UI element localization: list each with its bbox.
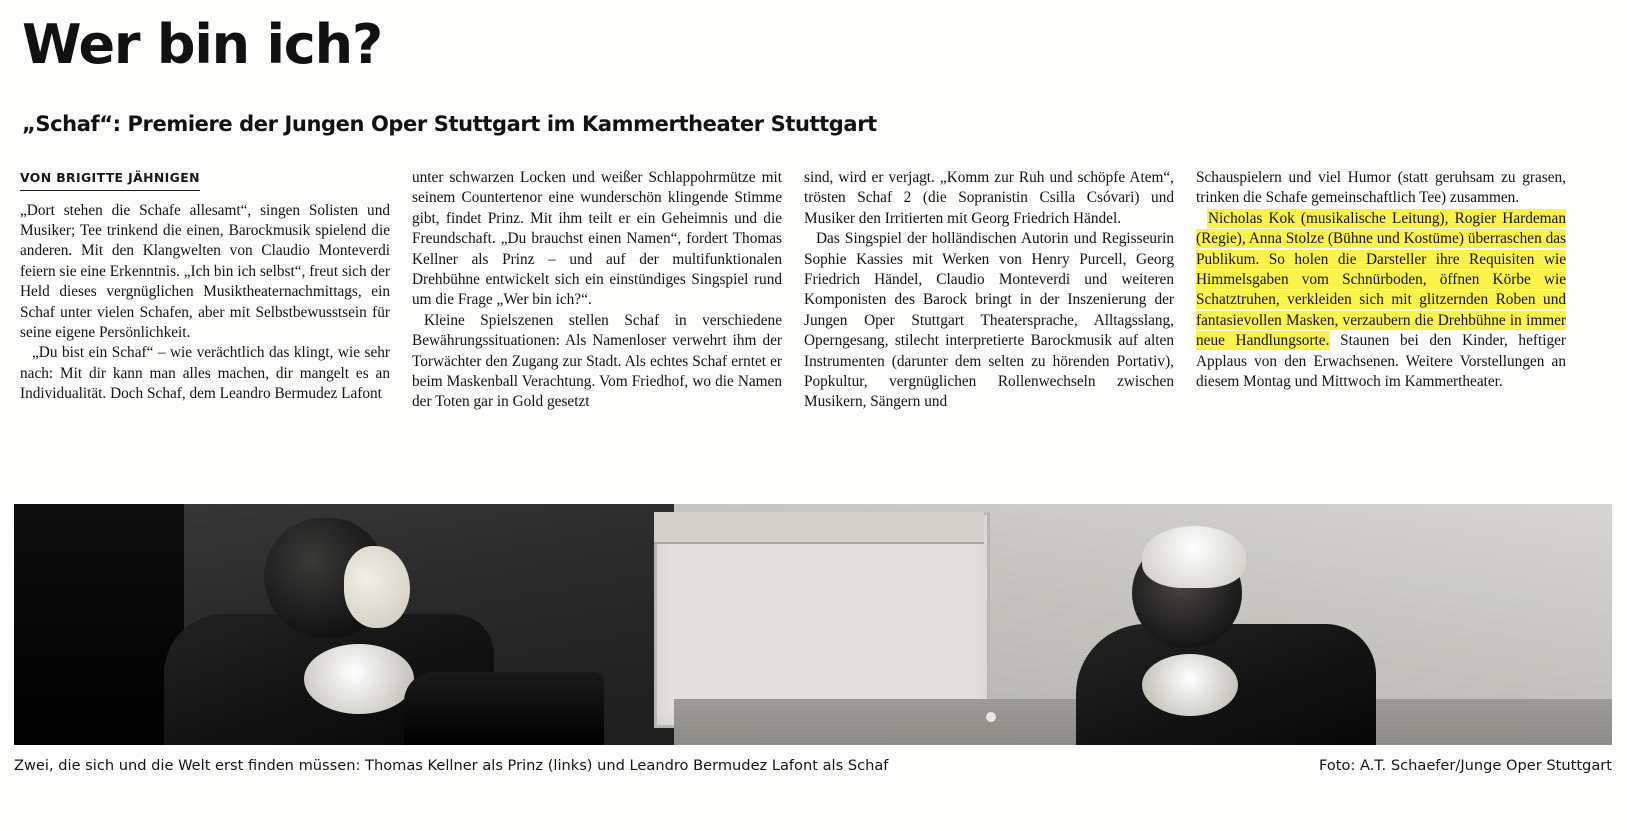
- paragraph: „Dort stehen die Schafe allesamt“, singen Solisten und Musiker; Tee trinkend die einen, Barockmusik spielend die anderen. Mit den Klangwelten von Claudio Monteverdi feiern sie eine Erkenntnis. „Ich bin ich selbst“, freut sich der Held dieses vergnüglichen Musiktheaternachmittags, ein Schaf unter vielen Schafen, aber mit Selbstbewusstsein für seine eigene Persönlichkeit.: [20, 201, 390, 341]
- paragraph-tail: Staunen bei den Kinder, heftiger Applaus von den Erwachsenen. Weitere Vorstellungen an diesem Montag und Mittwoch im Kammertheater.: [1196, 332, 1566, 391]
- paragraph: Schauspielern und viel Humor (statt geruhsam zu grasen, trinken die Schafe gemeinschaftlich Tee) zusammen.: [1196, 169, 1566, 207]
- paragraph: „Du bist ein Schaf“ – wie verächtlich das klingt, wie sehr nach: Mit dir kann man alles machen, dir mangelt es an Individualität. Doch Schaf, dem Leandro Bermudez Lafont: [20, 344, 390, 403]
- article-photo: [14, 504, 1612, 745]
- photo-caption: Zwei, die sich und die Welt erst finden müssen: Thomas Kellner als Prinz (links) und Leandro Bermudez Lafont als Schaf: [14, 757, 889, 774]
- photo-credit: Foto: A.T. Schaefer/Junge Oper Stuttgart: [1319, 757, 1612, 774]
- paragraph: Das Singspiel der holländischen Autorin und Regisseurin Sophie Kassies mit Werken von Henry Purcell, Georg Friedrich Händel, Claudio Monteverdi und weiteren Komponisten des Barock bringt in der Inszenierung der Jungen Oper Stuttgart Theatersprache, Alltagsslang, Operngesang, stilecht interpretierte Barockmusik auf alten Instrumenten (darunter dem selten zu hörenden Portativ), Popkultur, vergnüglichen Rollenwechseln zwischen Musikern, Sängern und: [804, 230, 1174, 411]
- paragraph: Kleine Spielszenen stellen Schaf in verschiedene Bewährungssituationen: Als Namenloser verwehrt ihm der Torwächter den Zugang zur Stadt. Als echtes Schaf erntet er beim Maskenball Verachtung. Vom Friedhof, wo die Namen der Toten gar in Gold gesetzt: [412, 311, 782, 411]
- caption-row: [14, 757, 1612, 774]
- article-columns: [20, 168, 1609, 413]
- subheadline: „Schaf“: Premiere der Jungen Oper Stuttgart im Kammertheater Stuttgart: [22, 112, 877, 136]
- byline: VON BRIGITTE JÄHNIGEN: [20, 170, 200, 191]
- highlighted-text: Nicholas Kok (musikalische Leitung), Rogier Hardeman (Regie), Anna Stolze (Bühne und Kostüme) überraschen das Publikum. So holen die Darsteller ihre Requisiten wie Himmelsgaben vom Schnürboden, öffnen Körbe wie Schatztruhen, verkleiden sich mit glitzernden Roben und fantasievollen Masken, verzaubern die Drehbühne in immer neue Handlungsorte.: [1196, 209, 1566, 350]
- column-1: [20, 168, 390, 413]
- paragraph-with-highlight: [1196, 209, 1566, 393]
- page-title: Wer bin ich?: [22, 13, 382, 76]
- column-2: [412, 168, 782, 413]
- paragraph: unter schwarzen Locken und weißer Schlappohrmütze mit seinem Countertenor eine wunderschön klingende Stimme gibt, findet Prinz. Mit ihm teilt er ein Geheimnis und die Freundschaft. „Du brauchst einen Namen“, fordert Thomas Kellner als Prinz – und auf der multifunktionalen Drehbühne entwickelt sich ein einstündiges Singspiel rund um die Frage „Wer bin ich?“.: [412, 169, 782, 309]
- photo-film-grain: [14, 504, 1612, 745]
- column-3: [804, 168, 1174, 413]
- column-4: [1196, 168, 1566, 413]
- photo-scene: [14, 504, 1612, 745]
- paragraph: sind, wird er verjagt. „Komm zur Ruh und schöpfe Atem“, trösten Schaf 2 (die Sopranistin Csilla Csóvari) und Musiker den Irritierten mit Georg Friedrich Händel.: [804, 169, 1174, 227]
